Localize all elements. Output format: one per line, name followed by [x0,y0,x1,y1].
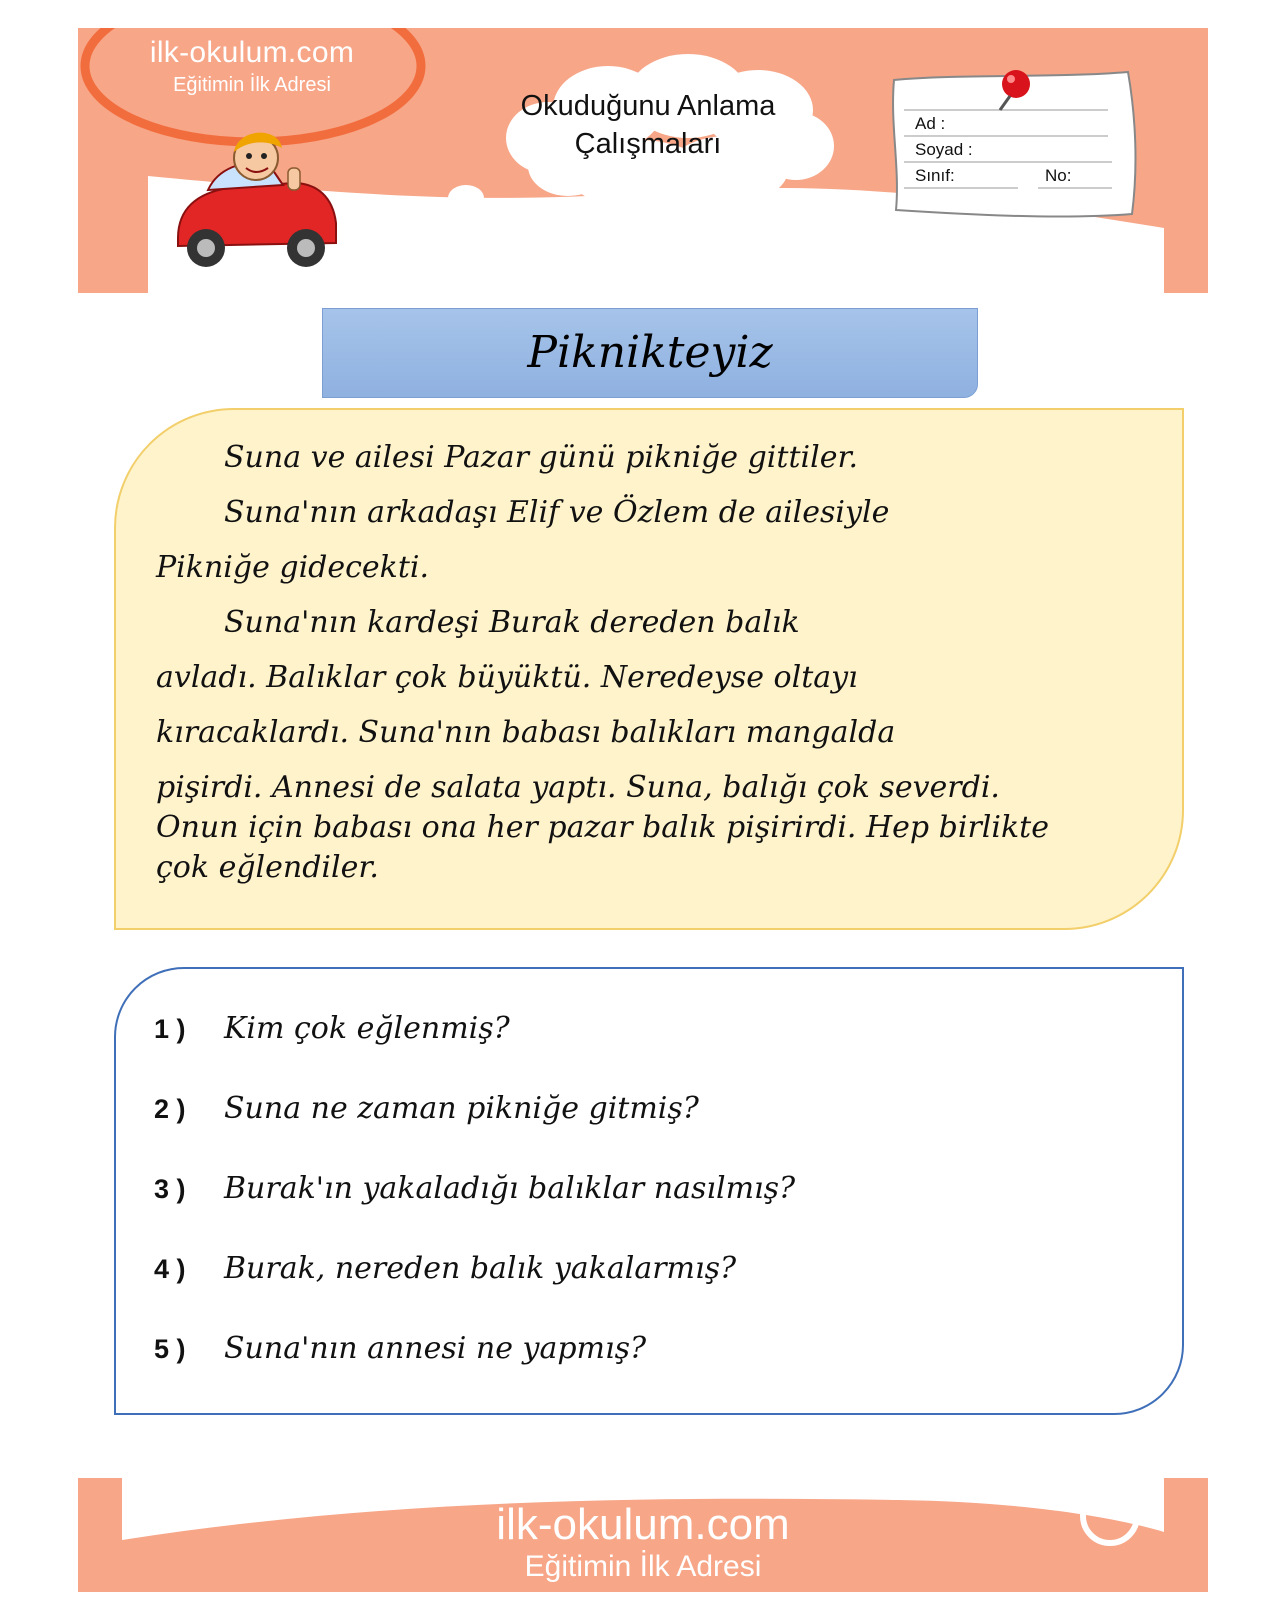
surname-label: Soyad : [915,140,973,159]
question-number: 1 ) [154,1014,186,1044]
question-item [154,1331,646,1366]
story-line: avladı. Balıklar çok büyüktü. Neredeyse oltayı [156,660,858,695]
question-text: Burak, nereden balık yakalarmış? [224,1251,737,1286]
name-label: Ad : [915,114,946,133]
number-label: No: [1045,166,1072,185]
question-item [154,1011,510,1046]
class-label: Sınıf: [915,166,955,185]
story-line: Pikniğe gidecekti. [156,550,430,585]
question-number: 4 ) [154,1254,186,1284]
question-text: Kim çok eğlenmiş? [224,1011,510,1046]
question-item [154,1251,736,1286]
question-number: 3 ) [154,1174,186,1204]
push-pin-icon [1002,70,1030,98]
story-line: Onun için babası ona her pazar balık pişirirdi. Hep birlikte [156,810,1049,845]
question-text: Suna'nın annesi ne yapmış? [224,1331,647,1366]
footer-site-name[interactable]: ilk-okulum.com [496,1500,790,1549]
story-line: Suna'nın kardeşi Burak dereden balık [224,605,800,640]
story-line: çok eğlendiler. [156,850,379,885]
story-line: Suna'nın arkadaşı Elif ve Özlem de ailesiyle [224,495,890,530]
question-text: Suna ne zaman pikniğe gitmiş? [224,1091,699,1126]
story-title-box [322,308,978,398]
footer-banner [78,1478,1208,1592]
questions-box [114,967,1184,1415]
question-number: 5 ) [154,1334,186,1364]
story-line: pişirdi. Annesi de salata yaptı. Suna, balığı çok severdi. [156,770,1000,805]
question-item [154,1091,699,1126]
header-site-name[interactable]: ilk-okulum.com [149,36,355,69]
story-text-box [114,408,1184,930]
worksheet-title-line2: Çalışmaları [574,128,722,160]
story-line: kıracaklardı. Suna'nın babası balıkları mangalda [156,715,896,750]
story-title: Piknikteyiz [527,327,773,378]
question-text: Burak'ın yakaladığı balıklar nasılmış? [224,1171,796,1206]
header-banner [78,28,1208,293]
header-site-tagline: Eğitimin İlk Adresi [173,74,331,96]
footer-site-tagline: Eğitimin İlk Adresi [524,1550,762,1583]
worksheet-title-line1: Okuduğunu Anlama [520,90,776,122]
question-number: 2 ) [154,1094,186,1124]
question-item [154,1171,795,1206]
story-line: Suna ve ailesi Pazar günü pikniğe gittiler. [224,440,859,475]
